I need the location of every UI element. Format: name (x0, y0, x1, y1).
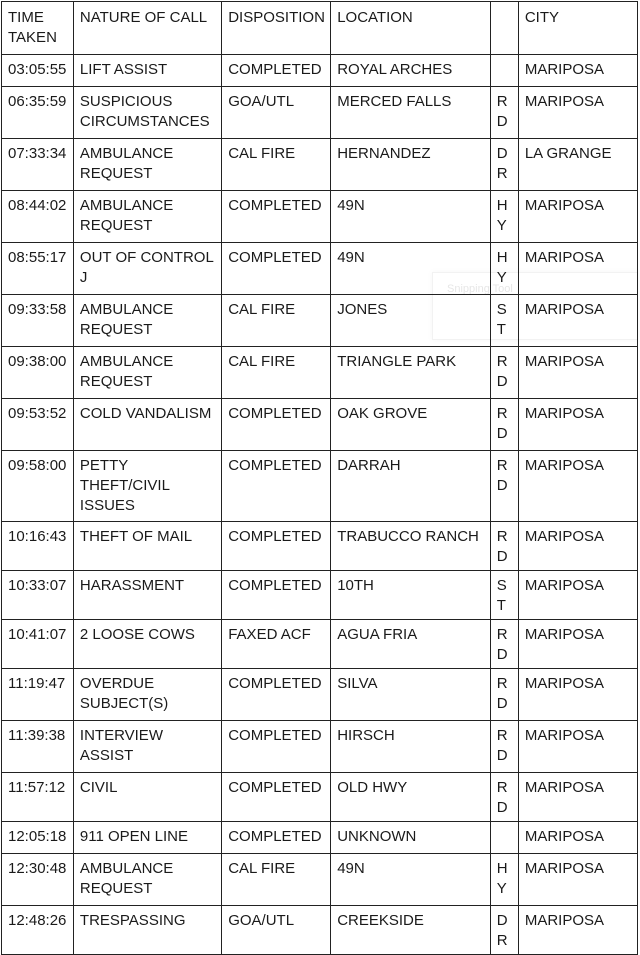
cell-time: 09:38:00 (2, 347, 74, 399)
cell-city: MARIPOSA (518, 854, 637, 906)
cell-nature-of-call: SUSPICIOUS CIRCUMSTANCES (73, 87, 221, 139)
cell-location: 49N (331, 243, 491, 295)
cell-suffix: RD (490, 721, 518, 773)
cell-suffix (490, 822, 518, 854)
cell-time: 03:05:55 (2, 55, 74, 87)
cell-city: MARIPOSA (518, 522, 637, 571)
cell-time: 11:39:38 (2, 721, 74, 773)
table-row (2, 399, 638, 451)
cell-location: 10TH (331, 571, 491, 620)
header-city: CITY (518, 2, 637, 55)
cell-nature-of-call: TRESPASSING (73, 906, 221, 955)
cell-time: 08:44:02 (2, 191, 74, 243)
cell-location: TRIANGLE PARK (331, 347, 491, 399)
cell-suffix: RD (490, 522, 518, 571)
cell-suffix: RD (490, 773, 518, 822)
table-row (2, 906, 638, 955)
cell-location: 49N (331, 854, 491, 906)
cell-time: 08:55:17 (2, 243, 74, 295)
table-row (2, 139, 638, 191)
cell-nature-of-call: HARASSMENT (73, 571, 221, 620)
cell-city: MARIPOSA (518, 55, 637, 87)
cell-city: MARIPOSA (518, 906, 637, 955)
cell-nature-of-call: AMBULANCE REQUEST (73, 854, 221, 906)
cell-suffix: HY (490, 191, 518, 243)
cell-suffix: ST (490, 295, 518, 347)
cell-disposition: GOA/UTL (222, 906, 331, 955)
header-time-taken: TIME TAKEN (2, 2, 74, 55)
cell-location: SILVA (331, 669, 491, 721)
table-row (2, 191, 638, 243)
cell-disposition: COMPLETED (222, 55, 331, 87)
table-row (2, 55, 638, 87)
cell-nature-of-call: LIFT ASSIST (73, 55, 221, 87)
cell-suffix: RD (490, 451, 518, 522)
cell-disposition: COMPLETED (222, 822, 331, 854)
cell-city: MARIPOSA (518, 87, 637, 139)
table-row (2, 571, 638, 620)
header-nature-of-call: NATURE OF CALL (73, 2, 221, 55)
cell-location: UNKNOWN (331, 822, 491, 854)
table-row (2, 620, 638, 669)
cell-disposition: COMPLETED (222, 451, 331, 522)
cell-disposition: COMPLETED (222, 522, 331, 571)
cell-location: AGUA FRIA (331, 620, 491, 669)
header-suffix (490, 2, 518, 55)
cell-disposition: COMPLETED (222, 721, 331, 773)
cell-suffix: ST (490, 571, 518, 620)
table-row (2, 87, 638, 139)
table-row (2, 522, 638, 571)
cell-city: MARIPOSA (518, 347, 637, 399)
cell-city: MARIPOSA (518, 669, 637, 721)
table-row (2, 822, 638, 854)
cell-disposition: COMPLETED (222, 399, 331, 451)
table-row (2, 451, 638, 522)
cell-location: MERCED FALLS (331, 87, 491, 139)
cell-disposition: COMPLETED (222, 773, 331, 822)
cell-nature-of-call: OUT OF CONTROL J (73, 243, 221, 295)
cell-location: JONES (331, 295, 491, 347)
cell-disposition: COMPLETED (222, 243, 331, 295)
cell-suffix (490, 55, 518, 87)
table-row (2, 854, 638, 906)
cell-time: 10:41:07 (2, 620, 74, 669)
cell-time: 10:16:43 (2, 522, 74, 571)
cell-suffix: RD (490, 620, 518, 669)
cell-nature-of-call: 2 LOOSE COWS (73, 620, 221, 669)
cell-time: 12:48:26 (2, 906, 74, 955)
cell-nature-of-call: 911 OPEN LINE (73, 822, 221, 854)
cell-disposition: COMPLETED (222, 191, 331, 243)
cell-time: 12:05:18 (2, 822, 74, 854)
cell-city: MARIPOSA (518, 773, 637, 822)
cell-location: TRABUCCO RANCH (331, 522, 491, 571)
cell-time: 12:30:48 (2, 854, 74, 906)
header-disposition: DISPOSITION (222, 2, 331, 55)
cell-suffix: DR (490, 906, 518, 955)
cell-nature-of-call: AMBULANCE REQUEST (73, 191, 221, 243)
cell-time: 09:58:00 (2, 451, 74, 522)
cell-city: MARIPOSA (518, 399, 637, 451)
cell-location: DARRAH (331, 451, 491, 522)
table-row (2, 773, 638, 822)
cell-city: MARIPOSA (518, 191, 637, 243)
cell-nature-of-call: PETTY THEFT/CIVIL ISSUES (73, 451, 221, 522)
cell-disposition: CAL FIRE (222, 347, 331, 399)
cell-disposition: COMPLETED (222, 571, 331, 620)
cell-nature-of-call: AMBULANCE REQUEST (73, 347, 221, 399)
cell-nature-of-call: AMBULANCE REQUEST (73, 295, 221, 347)
cell-city: LA GRANGE (518, 139, 637, 191)
call-log-table (1, 1, 638, 955)
cell-suffix: RD (490, 347, 518, 399)
cell-nature-of-call: COLD VANDALISM (73, 399, 221, 451)
cell-nature-of-call: OVERDUE SUBJECT(S) (73, 669, 221, 721)
cell-time: 06:35:59 (2, 87, 74, 139)
cell-location: CREEKSIDE (331, 906, 491, 955)
cell-time: 10:33:07 (2, 571, 74, 620)
cell-nature-of-call: CIVIL (73, 773, 221, 822)
cell-suffix: HY (490, 854, 518, 906)
cell-location: HIRSCH (331, 721, 491, 773)
cell-location: 49N (331, 191, 491, 243)
cell-location: HERNANDEZ (331, 139, 491, 191)
cell-city: MARIPOSA (518, 451, 637, 522)
table-row (2, 347, 638, 399)
cell-time: 09:33:58 (2, 295, 74, 347)
cell-nature-of-call: AMBULANCE REQUEST (73, 139, 221, 191)
cell-city: MARIPOSA (518, 295, 637, 347)
cell-disposition: FAXED ACF (222, 620, 331, 669)
cell-city: MARIPOSA (518, 721, 637, 773)
table-row (2, 721, 638, 773)
cell-time: 09:53:52 (2, 399, 74, 451)
cell-time: 11:19:47 (2, 669, 74, 721)
cell-suffix: DR (490, 139, 518, 191)
cell-nature-of-call: THEFT OF MAIL (73, 522, 221, 571)
cell-disposition: GOA/UTL (222, 87, 331, 139)
cell-time: 11:57:12 (2, 773, 74, 822)
cell-disposition: CAL FIRE (222, 295, 331, 347)
cell-suffix: HY (490, 243, 518, 295)
cell-disposition: CAL FIRE (222, 139, 331, 191)
cell-suffix: RD (490, 399, 518, 451)
table-row (2, 669, 638, 721)
cell-disposition: CAL FIRE (222, 854, 331, 906)
cell-suffix: RD (490, 87, 518, 139)
cell-location: OLD HWY (331, 773, 491, 822)
cell-nature-of-call: INTERVIEW ASSIST (73, 721, 221, 773)
cell-city: MARIPOSA (518, 822, 637, 854)
cell-location: ROYAL ARCHES (331, 55, 491, 87)
header-row (2, 2, 638, 55)
cell-city: MARIPOSA (518, 571, 637, 620)
snipping-tool-watermark: Snipping Tool (432, 272, 638, 340)
cell-city: MARIPOSA (518, 243, 637, 295)
cell-location: OAK GROVE (331, 399, 491, 451)
cell-time: 07:33:34 (2, 139, 74, 191)
cell-disposition: COMPLETED (222, 669, 331, 721)
cell-suffix: RD (490, 669, 518, 721)
cell-city: MARIPOSA (518, 620, 637, 669)
header-location: LOCATION (331, 2, 491, 55)
